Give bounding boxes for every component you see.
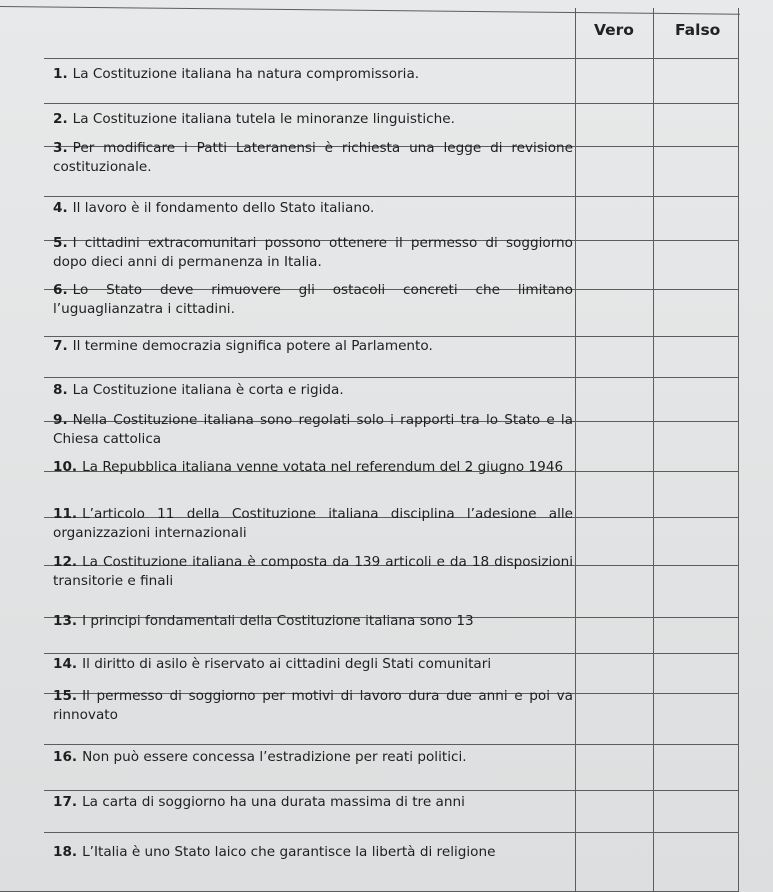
answer-cell-falso-7[interactable] — [654, 337, 738, 377]
statement-number: 2. — [53, 111, 68, 127]
statement-14 — [53, 655, 573, 674]
statement-text: Nella Costituzione italiana sono regolati solo i rapporti tra lo Stato e la Chiesa cattolica — [53, 412, 573, 447]
answer-cell-falso-18[interactable] — [654, 833, 738, 892]
statement-18 — [53, 843, 573, 862]
statement-number: 4. — [53, 200, 68, 216]
answer-cell-vero-3[interactable] — [576, 147, 653, 196]
statement-16 — [53, 748, 573, 767]
answer-cell-vero-7[interactable] — [576, 337, 653, 377]
statement-9 — [53, 411, 573, 449]
answer-cell-vero-8[interactable] — [576, 378, 653, 421]
answer-cell-falso-11[interactable] — [654, 518, 738, 565]
answer-cell-vero-5[interactable] — [576, 241, 653, 289]
answer-cell-falso-1[interactable] — [654, 59, 738, 103]
statement-text: La carta di soggiorno ha una durata massima di tre anni — [82, 794, 465, 810]
statement-text: Il permesso di soggiorno per motivi di lavoro dura due anni e poi va rinnovato — [53, 688, 573, 723]
answer-cell-falso-10[interactable] — [654, 472, 738, 517]
statement-11 — [53, 505, 573, 543]
statement-2 — [53, 110, 573, 129]
statement-number: 5. — [53, 235, 68, 251]
answer-cell-falso-3[interactable] — [654, 147, 738, 196]
statement-7 — [53, 337, 573, 356]
statement-text: I principi fondamentali della Costituzione italiana sono 13 — [82, 613, 474, 629]
grid-top-border — [0, 6, 740, 15]
statement-number: 6. — [53, 282, 68, 298]
answer-cell-falso-13[interactable] — [654, 618, 738, 653]
answer-cell-vero-17[interactable] — [576, 791, 653, 832]
statement-number: 7. — [53, 338, 68, 354]
answer-cell-vero-18[interactable] — [576, 833, 653, 892]
header-vero: Vero — [594, 21, 634, 39]
statement-text: Il termine democrazia significa potere al Parlamento. — [72, 338, 433, 354]
answer-cell-falso-6[interactable] — [654, 290, 738, 336]
answer-cell-falso-2[interactable] — [654, 104, 738, 146]
statement-number: 11. — [53, 506, 78, 522]
statement-number: 8. — [53, 382, 68, 398]
statement-number: 1. — [53, 66, 68, 82]
statement-text: Non può essere concessa l’estradizione per reati politici. — [82, 749, 467, 765]
statement-text: La Costituzione italiana tutela le minoranze linguistiche. — [72, 111, 455, 127]
answer-cell-falso-5[interactable] — [654, 241, 738, 289]
statement-number: 10. — [53, 459, 78, 475]
statement-number: 9. — [53, 412, 68, 428]
answer-cell-vero-11[interactable] — [576, 518, 653, 565]
statement-8 — [53, 381, 573, 400]
statement-number: 15. — [53, 688, 78, 704]
answer-cell-falso-17[interactable] — [654, 791, 738, 832]
answer-cell-vero-14[interactable] — [576, 654, 653, 693]
statement-text: L’Italia è uno Stato laico che garantisce la libertà di religione — [82, 844, 496, 860]
answer-cell-falso-4[interactable] — [654, 197, 738, 240]
statement-text: La Costituzione italiana è corta e rigida. — [72, 382, 344, 398]
statement-4 — [53, 199, 573, 218]
statement-12 — [53, 553, 573, 591]
answer-cell-vero-6[interactable] — [576, 290, 653, 336]
statement-text: Lo Stato deve rimuovere gli ostacoli concreti che limitano l’uguaglianzatra i cittadini. — [53, 282, 573, 317]
answer-cell-vero-13[interactable] — [576, 618, 653, 653]
statement-text: I cittadini extracomunitari possono ottenere il permesso di soggiorno dopo dieci anni di permanenza in Italia. — [53, 235, 573, 270]
answer-cell-vero-2[interactable] — [576, 104, 653, 146]
statement-10 — [53, 458, 573, 477]
answer-cell-falso-14[interactable] — [654, 654, 738, 693]
answer-cell-vero-9[interactable] — [576, 422, 653, 471]
statement-13 — [53, 612, 573, 631]
statement-1 — [53, 65, 573, 84]
statement-number: 13. — [53, 613, 78, 629]
header-falso: Falso — [675, 21, 721, 39]
answer-cell-vero-1[interactable] — [576, 59, 653, 103]
statement-number: 14. — [53, 656, 78, 672]
answer-cell-falso-16[interactable] — [654, 745, 738, 790]
statement-text: La Costituzione italiana è composta da 139 articoli e da 18 disposizioni transitorie e finali — [53, 554, 573, 589]
answer-cell-vero-4[interactable] — [576, 197, 653, 240]
statement-number: 16. — [53, 749, 78, 765]
statement-text: Il diritto di asilo è riservato ai cittadini degli Stati comunitari — [82, 656, 492, 672]
statement-text: Per modificare i Patti Lateranensi è richiesta una legge di revisione costituzionale. — [53, 140, 573, 175]
statement-text: La Costituzione italiana ha natura compromissoria. — [72, 66, 420, 82]
statement-15 — [53, 687, 573, 725]
answer-cell-vero-10[interactable] — [576, 472, 653, 517]
answer-cell-falso-9[interactable] — [654, 422, 738, 471]
statement-number: 12. — [53, 554, 78, 570]
answer-cell-falso-8[interactable] — [654, 378, 738, 421]
answer-cell-falso-15[interactable] — [654, 694, 738, 744]
statement-5 — [53, 234, 573, 272]
statement-number: 18. — [53, 844, 78, 860]
statement-text: Il lavoro è il fondamento dello Stato italiano. — [72, 200, 375, 216]
statement-text: La Repubblica italiana venne votata nel referendum del 2 giugno 1946 — [82, 459, 564, 475]
statement-6 — [53, 281, 573, 319]
statement-17 — [53, 793, 573, 812]
answer-cell-falso-12[interactable] — [654, 566, 738, 617]
statement-text: L’articolo 11 della Costituzione italiana disciplina l’adesione alle organizzazioni internazionali — [53, 506, 573, 541]
answer-cell-vero-15[interactable] — [576, 694, 653, 744]
statement-number: 3. — [53, 140, 68, 156]
column-divider — [738, 8, 739, 892]
statement-3 — [53, 139, 573, 177]
answer-cell-vero-16[interactable] — [576, 745, 653, 790]
answer-cell-vero-12[interactable] — [576, 566, 653, 617]
statement-number: 17. — [53, 794, 78, 810]
